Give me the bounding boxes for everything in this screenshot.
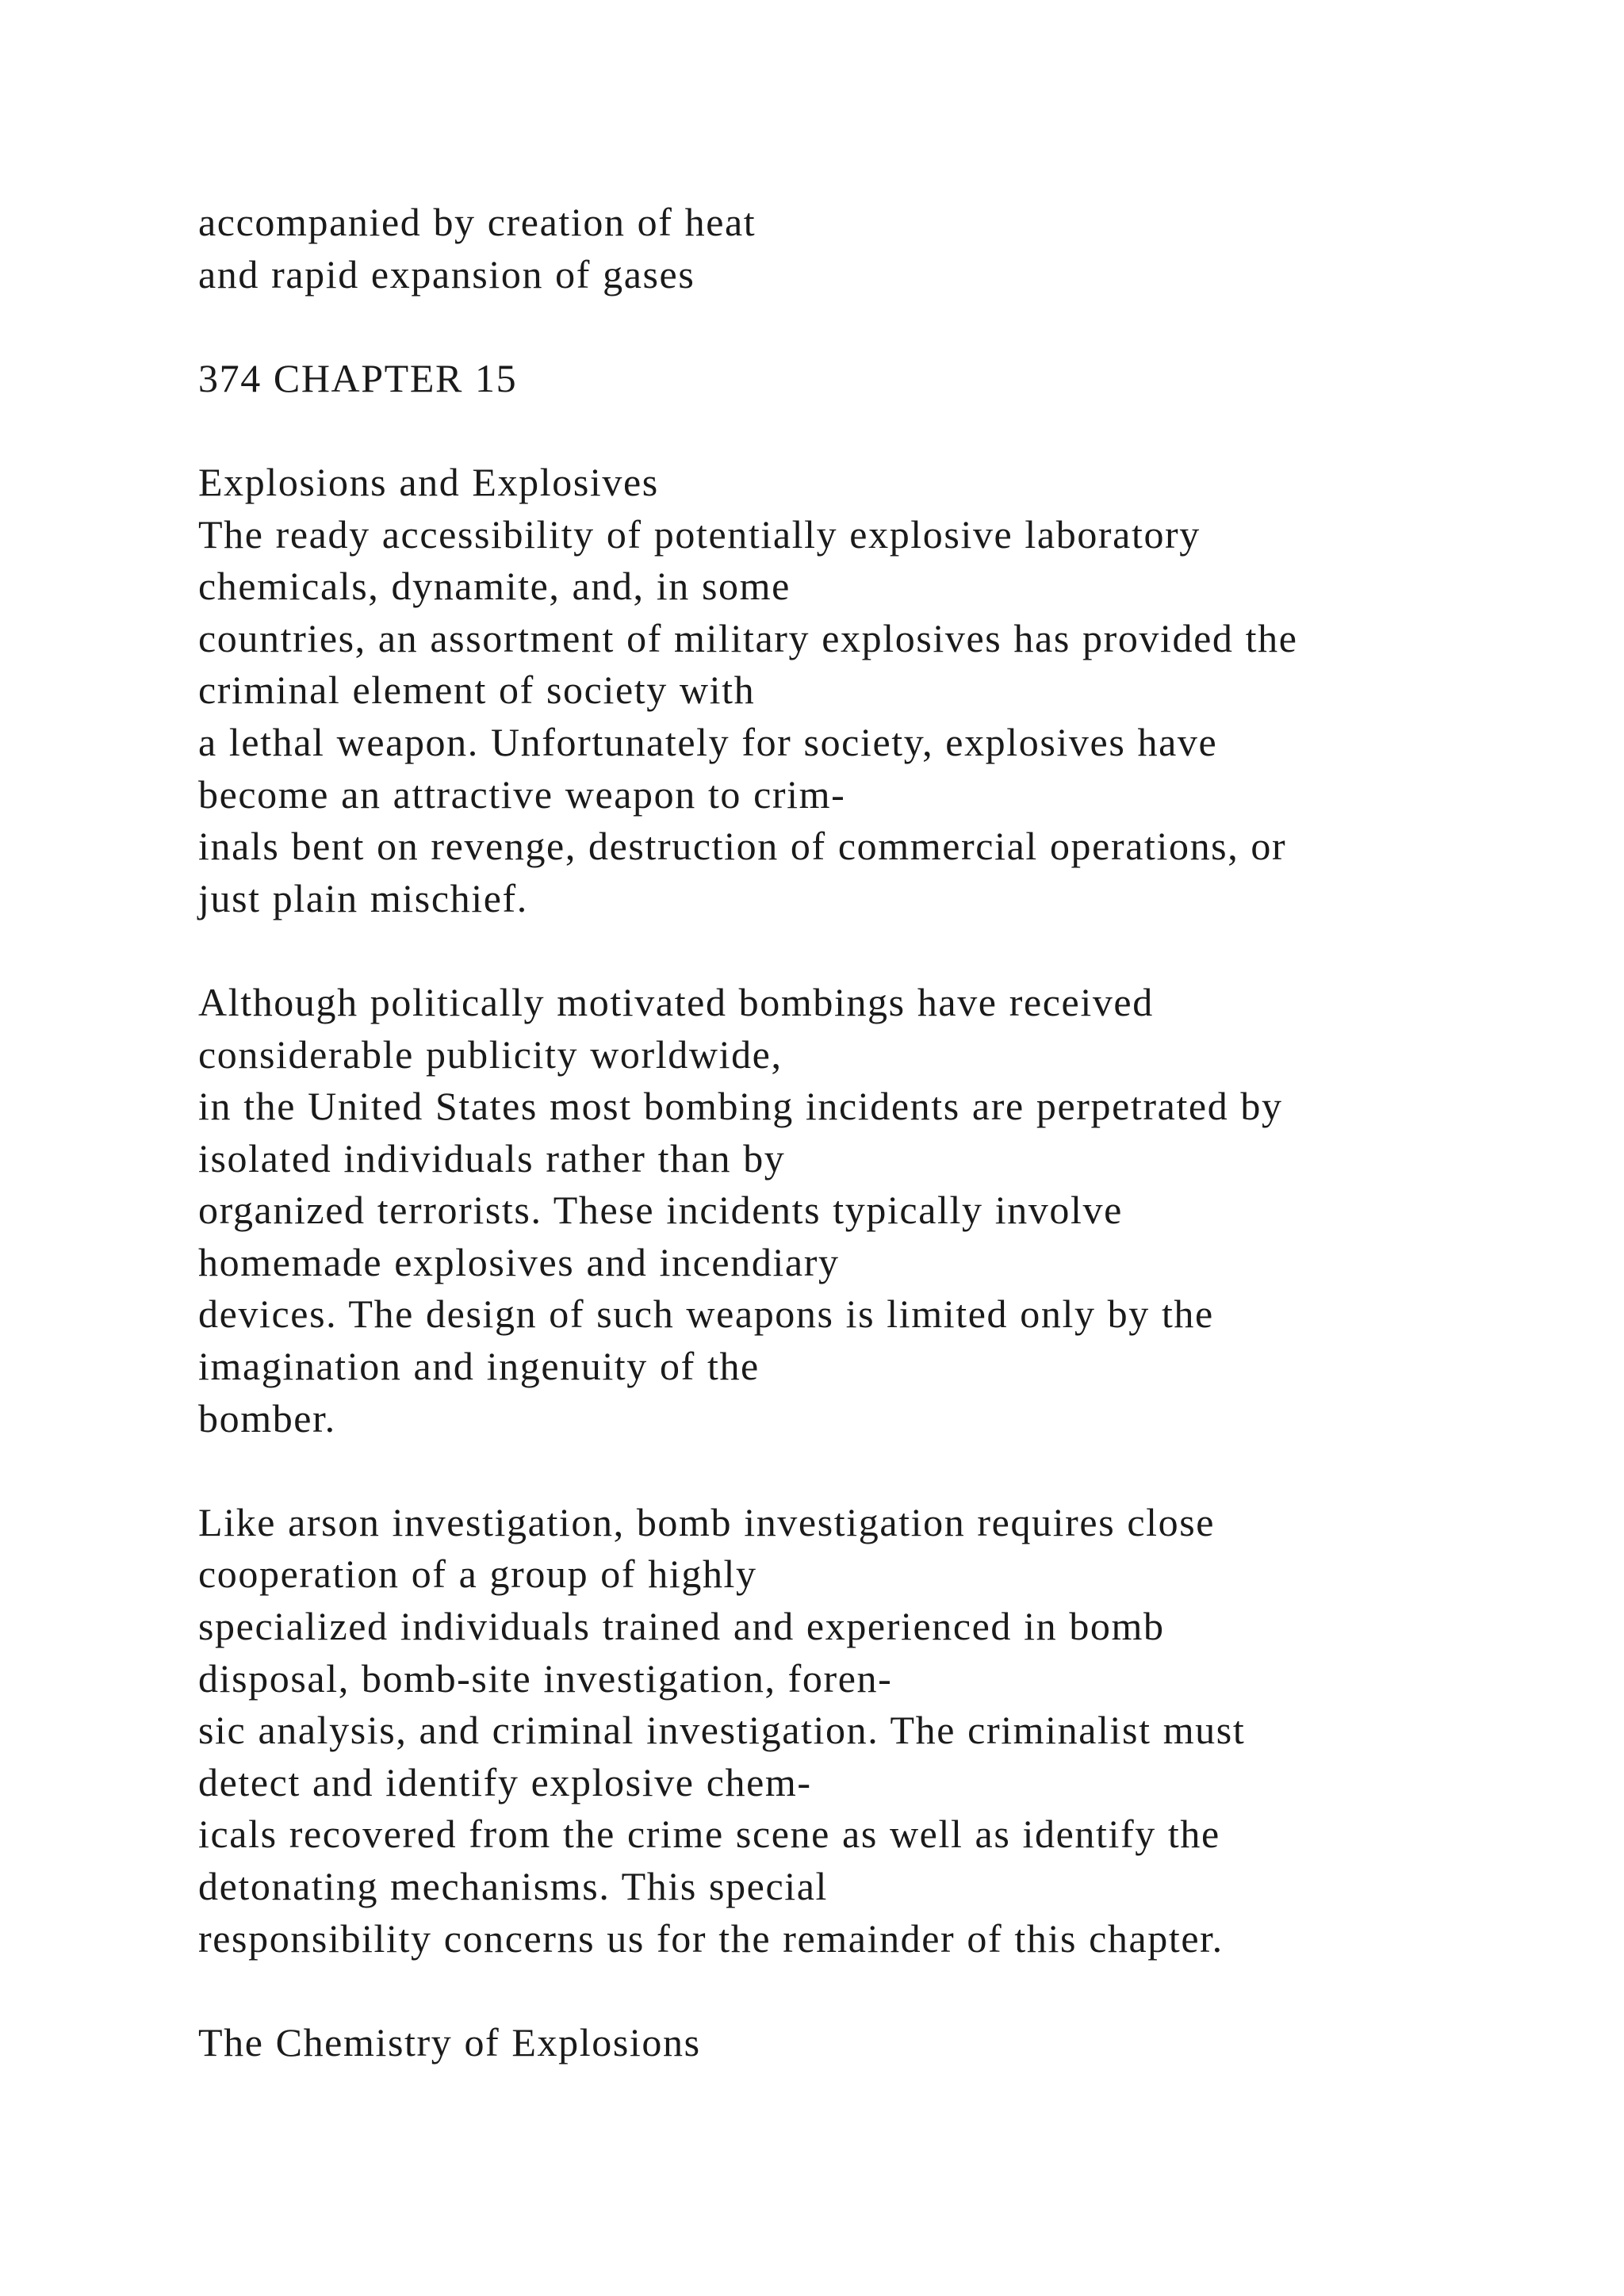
- blank-line: [198, 1445, 1546, 1497]
- text-line: isolated individuals rather than by: [198, 1135, 786, 1181]
- text-line: accompanied by creation of heat: [198, 200, 756, 244]
- text-line: detect and identify explosive chem-: [198, 1759, 812, 1804]
- chapter-heading: 374 CHAPTER 15: [198, 355, 518, 400]
- text-line: disposal, bomb-site investigation, foren-: [198, 1655, 893, 1701]
- text-line: Although politically motivated bombings have received: [198, 979, 1154, 1024]
- blank-line: [198, 1965, 1546, 2017]
- text-line: considerable publicity worldwide,: [198, 1031, 783, 1077]
- text-line: sic analysis, and criminal investigation. The criminalist must: [198, 1708, 1246, 1753]
- text-line: imagination and ingenuity of the: [198, 1344, 760, 1389]
- text-line: bomber.: [198, 1395, 336, 1441]
- blank-line: [198, 300, 1546, 353]
- text-line: The ready accessibility of potentially explosive laboratory: [198, 511, 1201, 557]
- text-line: cooperation of a group of highly: [198, 1552, 757, 1597]
- text-line: countries, an assortment of military explosives has provided the: [198, 615, 1298, 660]
- text-line: criminal element of society with: [198, 668, 756, 713]
- document-text: [198, 197, 1546, 2068]
- text-line: Like arson investigation, bomb investigation requires close: [198, 1499, 1216, 1544]
- text-line: in the United States most bombing incidents are perpetrated by: [198, 1084, 1283, 1129]
- blank-line: [198, 404, 1546, 457]
- section-title: Explosions and Explosives: [198, 459, 659, 504]
- section-title: The Chemistry of Explosions: [198, 2019, 701, 2064]
- text-line: icals recovered from the crime scene as well as identify the: [198, 1812, 1220, 1857]
- text-line: a lethal weapon. Unfortunately for society, explosives have: [198, 719, 1218, 764]
- text-line: homemade explosives and incendiary: [198, 1239, 840, 1284]
- text-line: just plain mischief.: [198, 875, 528, 920]
- blank-line: [198, 924, 1546, 977]
- text-line: organized terrorists. These incidents typically involve: [198, 1188, 1123, 1233]
- text-line: responsibility concerns us for the remainder of this chapter.: [198, 1915, 1224, 1961]
- text-line: and rapid expansion of gases: [198, 251, 695, 297]
- text-line: inals bent on revenge, destruction of commercial operations, or: [198, 824, 1287, 869]
- text-line: detonating mechanisms. This special: [198, 1864, 829, 1908]
- text-line: become an attractive weapon to crim-: [198, 771, 846, 817]
- text-line: chemicals, dynamite, and, in some: [198, 564, 791, 609]
- text-line: devices. The design of such weapons is limited only by the: [198, 1292, 1214, 1337]
- text-line: specialized individuals trained and experienced in bomb: [198, 1604, 1165, 1649]
